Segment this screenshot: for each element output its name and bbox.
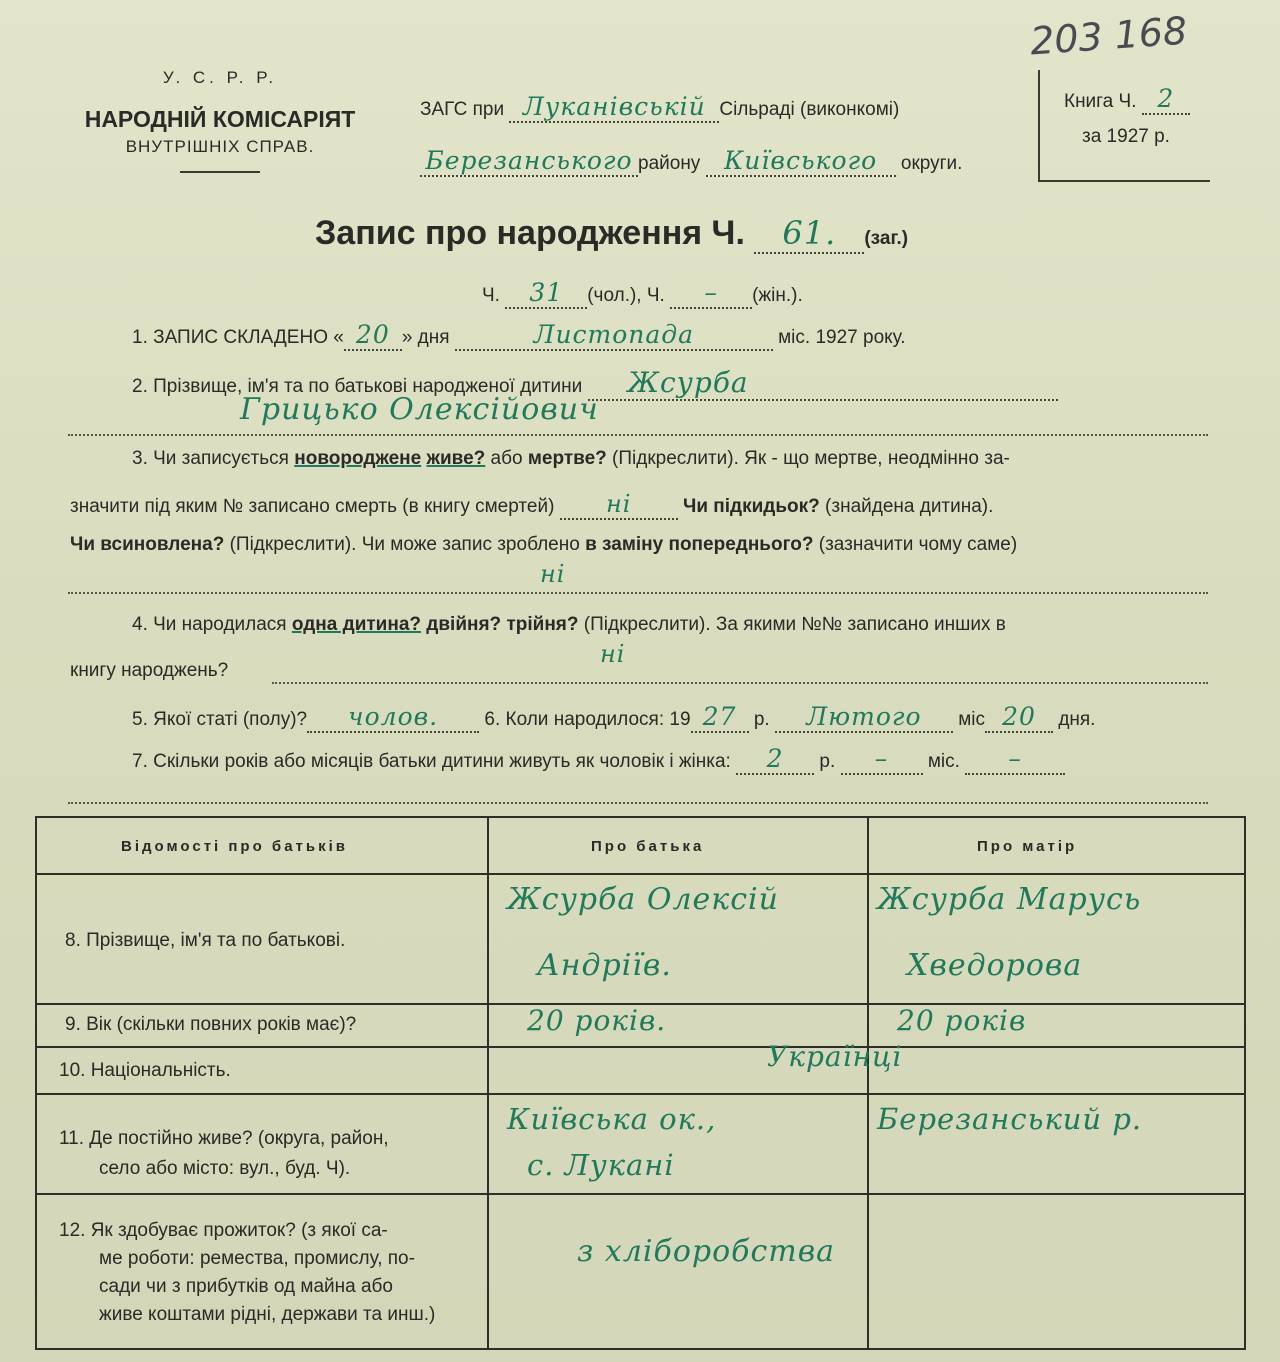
q4-one-child: одна дитина? bbox=[291, 614, 422, 635]
row-11-label-a: 11. Де постійно живе? (округа, район, bbox=[59, 1128, 389, 1149]
q3-line-1 bbox=[132, 448, 1212, 470]
record-counts bbox=[482, 278, 803, 309]
table-col-divider-1 bbox=[487, 818, 489, 1348]
row-divider-10 bbox=[37, 1093, 1244, 1095]
q3-dead: мертве? bbox=[527, 448, 607, 469]
q1-text-b: » дня bbox=[401, 327, 450, 348]
q2-name-field: Грицько Олексійович bbox=[240, 392, 599, 427]
q7-text: 7. Скільки років або місяців батьки дитини живуть як чоловік і жінка: bbox=[132, 751, 731, 772]
row-10-nationality: Українці bbox=[767, 1040, 903, 1073]
q7-months-suffix: міс. bbox=[927, 751, 960, 772]
record-number-field: 61. bbox=[754, 214, 864, 254]
q5-q6-line bbox=[132, 702, 1222, 733]
row-11-label-b: село або місто: вул., буд. Ч). bbox=[99, 1158, 351, 1179]
q2-dotted-line bbox=[68, 434, 1208, 436]
col-header-father: Про батька bbox=[591, 838, 705, 855]
q1-day-field: 20 bbox=[344, 320, 402, 351]
row-8-mother-2: Хведорова bbox=[907, 948, 1083, 983]
q4-twins: двійня? bbox=[426, 614, 502, 635]
parents-table bbox=[35, 816, 1246, 1350]
q4-line-1 bbox=[132, 614, 1212, 636]
q3-dotted-line bbox=[68, 592, 1208, 594]
q4-text-2: (Підкреслити). За якими №№ записано инших в bbox=[583, 614, 1006, 635]
book-number-line bbox=[1064, 84, 1190, 115]
q1-text-a: 1. ЗАПИС СКЛАДЕНО « bbox=[132, 327, 344, 348]
title-text: Запис про народження Ч. bbox=[315, 214, 745, 252]
row-8-father-2: Андріїв. bbox=[537, 948, 672, 983]
zags-line bbox=[420, 92, 899, 123]
male-suffix: (чол.), Ч. bbox=[587, 285, 665, 306]
q3-text-3: значити під яким № записано смерть (в книгу смертей) bbox=[70, 496, 555, 517]
q3-foundling-note: (знайдена дитина). bbox=[825, 496, 994, 517]
q7-years-suffix: р. bbox=[819, 751, 836, 772]
okruga-label: округи. bbox=[900, 153, 963, 174]
q4-dotted-line bbox=[272, 682, 1208, 684]
q1-line bbox=[132, 320, 906, 351]
q6-text: 6. Коли народилося: 19 bbox=[484, 709, 691, 730]
female-suffix: (жін.). bbox=[752, 285, 803, 306]
q4-text-1: 4. Чи народилася bbox=[132, 614, 287, 635]
row-10-label: 10. Національність. bbox=[59, 1060, 231, 1081]
q6-month-suffix: міс bbox=[958, 709, 986, 730]
q4-field: ні bbox=[600, 640, 626, 668]
q6-month-field: Лютого bbox=[775, 702, 953, 733]
row-12-label-c: сади чи з прибутків од майна або bbox=[99, 1276, 393, 1297]
row-divider-11 bbox=[37, 1193, 1244, 1195]
male-count-field: 31 bbox=[505, 278, 587, 309]
archive-number: 203 168 bbox=[1028, 8, 1189, 64]
zags-prefix: ЗАГС при bbox=[420, 99, 505, 120]
q3-line-2 bbox=[70, 490, 1210, 520]
row-8-mother: Жсурба Марусь bbox=[877, 882, 1142, 917]
q6-day-suffix: дня. bbox=[1058, 709, 1096, 730]
row-8-label: 8. Прізвище, ім'я та по батькові. bbox=[65, 930, 346, 951]
q7-months-field: – bbox=[841, 744, 923, 775]
q3-foundling: Чи підкидьок? bbox=[682, 496, 820, 517]
row-12-label-a: 12. Як здобуває прожиток? (з якої са- bbox=[59, 1220, 388, 1241]
zags-suffix: Сільраді (виконкомі) bbox=[719, 99, 900, 120]
district-line bbox=[420, 146, 962, 177]
row-12-label-d: живе коштами рідні, держави та инш.) bbox=[99, 1304, 436, 1325]
okruga-field: Київського bbox=[706, 146, 896, 177]
q3-replacement-field: ні bbox=[540, 560, 566, 588]
q7-line bbox=[132, 744, 1212, 775]
female-count-field: – bbox=[670, 278, 752, 309]
book-number-field: 2 bbox=[1142, 84, 1190, 115]
commissariat-label: НАРОДНІЙ КОМІСАРІЯТ bbox=[84, 106, 356, 132]
table-header-divider bbox=[37, 873, 1244, 875]
q5-sex-field: чолов. bbox=[307, 702, 479, 733]
ministry-label: ВНУТРІШНІХ СПРАВ. bbox=[125, 137, 315, 156]
issuer-header bbox=[60, 68, 380, 173]
row-8-father: Жсурба Олексій bbox=[507, 882, 779, 917]
q6-year-suffix: р. bbox=[753, 709, 770, 730]
book-label: Книга Ч. bbox=[1064, 91, 1137, 112]
q3-alive: живе? bbox=[426, 448, 486, 469]
q3-or: або bbox=[490, 448, 523, 469]
row-9-label: 9. Вік (скільки повних років має)? bbox=[65, 1014, 357, 1035]
row-12-label-b: ме роботи: ремества, промислу, по- bbox=[99, 1248, 415, 1269]
q3-text-5: (зазначити чому саме) bbox=[818, 534, 1018, 555]
table-col-divider-2 bbox=[867, 818, 869, 1348]
q6-year-field: 27 bbox=[691, 702, 749, 733]
q5-text: 5. Якої статі (полу)? bbox=[132, 709, 308, 730]
row-11-father-2: с. Лукані bbox=[527, 1148, 675, 1182]
q3-replacement: в заміну попереднього? bbox=[585, 534, 814, 555]
district-field: Березанського bbox=[420, 146, 638, 177]
row-divider-9 bbox=[37, 1046, 1244, 1048]
q3-text-2: (Підкреслити). Як - що мертве, неодмінно за- bbox=[612, 448, 1010, 469]
q4-line-2 bbox=[70, 660, 228, 682]
village-field: Луканівській bbox=[509, 92, 719, 123]
q7-dotted-line bbox=[68, 802, 1208, 804]
republic-label: У. С. Р. Р. bbox=[162, 68, 278, 87]
q7-end-field: – bbox=[965, 744, 1065, 775]
q2-surname-field: Жсурба bbox=[588, 366, 1058, 401]
q3-death-field: ні bbox=[560, 490, 678, 520]
male-label: Ч. bbox=[482, 285, 500, 306]
q3-adopted: Чи всиновлена? bbox=[70, 534, 225, 555]
q3-line-3 bbox=[70, 534, 1210, 556]
q4-triplets: трійня? bbox=[506, 614, 579, 635]
q6-day-field: 20 bbox=[985, 702, 1053, 733]
col-header-mother: Про матір bbox=[977, 838, 1078, 855]
q3-text-4: (Підкреслити). Чи може запис зроблено bbox=[229, 534, 580, 555]
col-header-parents: Відомості про батьків bbox=[121, 838, 348, 855]
district-label: району bbox=[638, 153, 701, 174]
q3-newborn: новороджене bbox=[294, 448, 422, 469]
row-12-occupation: з хліборобства bbox=[577, 1234, 836, 1269]
row-11-father: Київська ок., bbox=[507, 1102, 717, 1136]
q4-text-3: книгу народжень? bbox=[70, 660, 229, 681]
book-box bbox=[1038, 70, 1210, 182]
q1-text-c: міс. 1927 року. bbox=[778, 327, 906, 348]
book-year: за 1927 р. bbox=[1082, 126, 1170, 147]
q2-text: 2. Прізвище, ім'я та по батькові народженої дитини bbox=[132, 376, 583, 397]
record-title bbox=[315, 214, 908, 254]
header-divider bbox=[180, 171, 260, 173]
title-suffix: (заг.) bbox=[864, 228, 909, 249]
row-9-mother: 20 років bbox=[897, 1004, 1027, 1037]
q3-text-1: 3. Чи записується bbox=[132, 448, 289, 469]
q1-month-field: Листопада bbox=[455, 320, 773, 351]
row-11-mother: Березанський р. bbox=[877, 1102, 1143, 1136]
q7-years-field: 2 bbox=[736, 744, 814, 775]
row-9-father: 20 років. bbox=[527, 1004, 667, 1037]
